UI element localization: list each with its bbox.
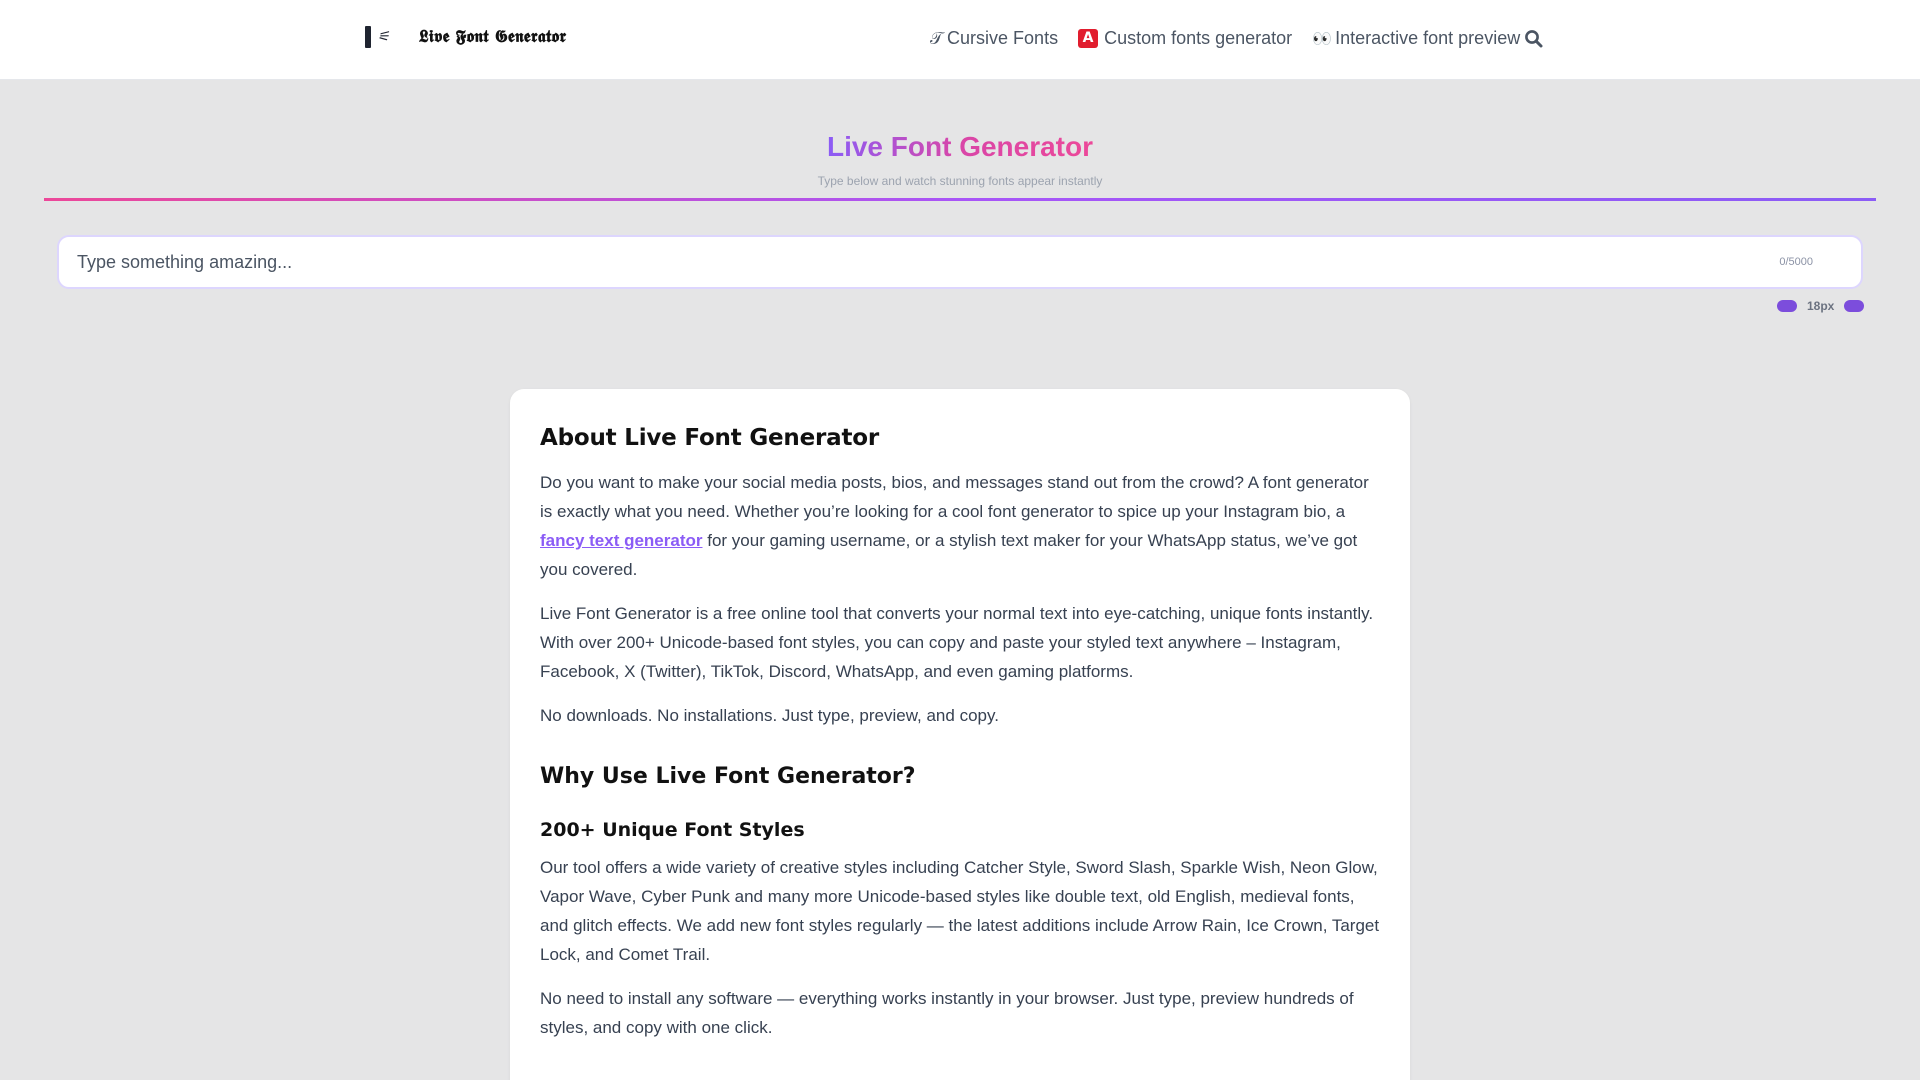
nav-item-cursive-fonts[interactable] (930, 28, 1058, 49)
logo-icon (365, 26, 405, 48)
logo-text: 𝕷𝖎𝖛𝖊 𝕱𝖔𝖓𝖙 𝕲𝖊𝖓𝖊𝖗𝖆𝖙𝖔𝖗 (419, 27, 567, 47)
logo-bar (365, 26, 371, 48)
about-card (510, 389, 1410, 1080)
character-counter: 0/5000 (1779, 256, 1813, 268)
why-paragraph-1: Our tool offers a wide variety of creative styles including Catcher Style, Sword Slash, Sparkle Wish, Neon Glow, Vapor Wave, Cyber Punk and many more Unicode-based styles like double text, old English, medieval fonts, and glitch effects. We add new font styles regularly — the latest additions include Arrow Rain, Ice Crown, Target Lock, and Comet Trail. (540, 858, 1380, 964)
letter-a-icon: A (1078, 29, 1098, 48)
main-nav (930, 28, 1520, 49)
site-logo[interactable] (365, 26, 566, 48)
nav-label: Custom fonts generator (1104, 28, 1293, 48)
search-button[interactable] (1524, 29, 1546, 51)
fancy-text-generator-link[interactable]: fancy text generator (540, 531, 703, 550)
text-input[interactable] (77, 237, 1757, 287)
site-header (0, 0, 1920, 80)
page-subtitle: Type below and watch stunning fonts appear instantly (817, 174, 1103, 188)
about-paragraph-2: Live Font Generator is a free online tool that converts your normal text into eye-catching, unique fonts instantly. With over 200+ Unicode-based font styles, you can copy and paste your styled text anywhere – Instagram, Facebook, X (Twitter), TikTok, Discord, WhatsApp, and even gaming platforms. (540, 604, 1374, 681)
page-title-text: Live Font Generator (826, 131, 1094, 162)
page-title (0, 131, 1920, 163)
font-size-value: 18px (1807, 299, 1835, 313)
nav-item-custom-fonts-generator[interactable] (1078, 28, 1292, 49)
eyes-icon: 👀 (1312, 30, 1331, 48)
font-size-control (1777, 299, 1864, 313)
about-paragraph-3: No downloads. No installations. Just type, preview, and copy. (540, 706, 999, 725)
styles-subheading: 200+ Unique Font Styles (540, 819, 805, 841)
about-heading: About Live Font Generator (540, 425, 879, 451)
about-p1-text-before: Do you want to make your social media posts, bios, and messages stand out from the crowd? A font generator is exactly what you need. Whether you’re looking for a cool font generator to spice up your Instagram bio, a (540, 473, 1369, 521)
text-input-container (57, 235, 1863, 289)
logo-glyph: ⚟ (377, 29, 390, 45)
gradient-divider (44, 198, 1876, 201)
cursive-t-icon: 𝒯 (930, 28, 944, 48)
nav-item-interactive-font-preview[interactable] (1312, 28, 1520, 49)
font-size-increase-button[interactable] (1844, 300, 1864, 312)
why-paragraph-2: No need to install any software — everything works instantly in your browser. Just type, preview hundreds of styles, and copy with one click. (540, 989, 1354, 1037)
why-heading: Why Use Live Font Generator? (540, 764, 916, 789)
nav-label: Interactive font preview (1335, 28, 1521, 48)
nav-label: Cursive Fonts (947, 28, 1059, 48)
font-size-decrease-button[interactable] (1777, 300, 1797, 312)
search-icon (1524, 29, 1544, 49)
about-paragraph-1 (540, 468, 1382, 584)
about-p1-text-after: for your gaming username, or a stylish text maker for your WhatsApp status, we’ve got you covered. (540, 531, 1358, 579)
